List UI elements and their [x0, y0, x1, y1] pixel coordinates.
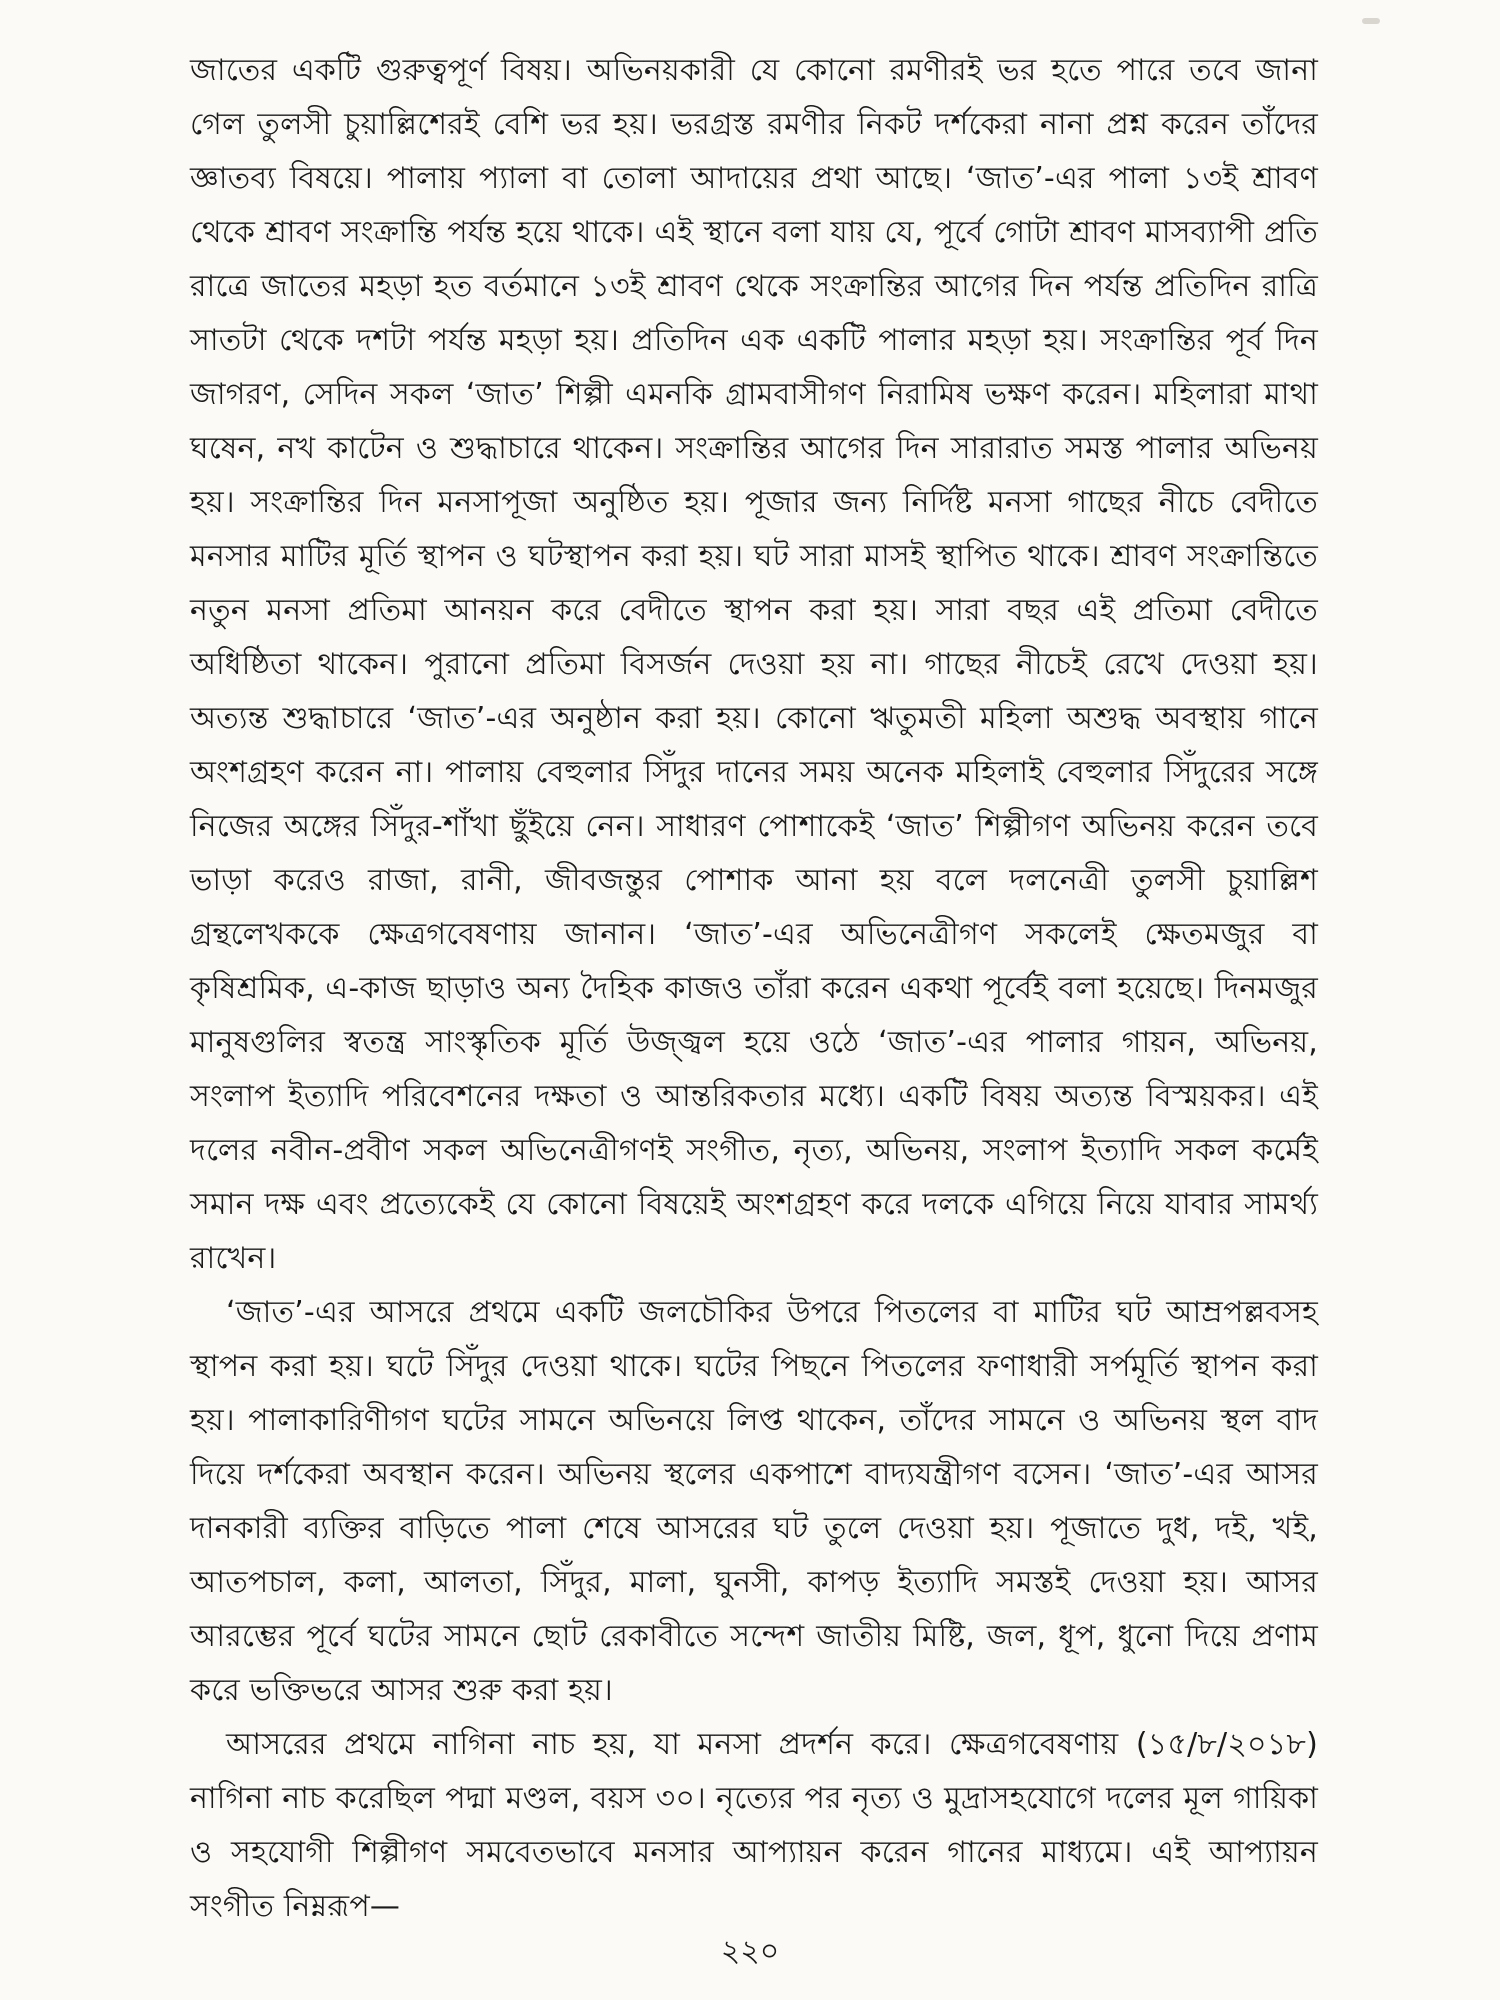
paragraph-3: আসরের প্রথমে নাগিনা নাচ হয়, যা মনসা প্রদর্শন করে। ক্ষেত্রগবেষণায় (১৫/৮/২০১৮) নাগিনা নাচ করেছিল পদ্মা মণ্ডল, বয়স ৩০। নৃত্যের পর নৃত্য ও মুদ্রাসহযোগে দলের মূল গায়িকা ও সহযোগী শিল্পীগণ সমবেতভাবে মনসার আপ্যায়ন করেন গানের মাধ্যমে। এই আপ্যায়ন সংগীত নিম্নরূপ— — [190, 1727, 1318, 1924]
page-number: ২২০ — [720, 1934, 780, 1969]
paragraph-1: জাতের একটি গুরুত্বপূর্ণ বিষয়। অভিনয়কারী যে কোনো রমণীরই ভর হতে পারে তবে জানা গেল তুলসী চুয়াল্লিশেরই বেশি ভর হয়। ভরগ্রস্ত রমণীর নিকট দর্শকেরা নানা প্রশ্ন করেন তাঁদের জ্ঞাতব্য বিষয়ে। পালায় প্যালা বা তোলা আদায়ের প্রথা আছে। ‘জাত’-এর পালা ১৩ই শ্রাবণ থেকে শ্রাবণ সংক্রান্তি পর্যন্ত হয়ে থাকে। এই স্থানে বলা যায় যে, পূর্বে গোটা শ্রাবণ মাসব্যাপী প্রতি রাত্রে জাতের মহড়া হত বর্তমানে ১৩ই শ্রাবণ থেকে সংক্রান্তির আগের দিন পর্যন্ত প্রতিদিন রাত্রি সাতটা থেকে দশটা পর্যন্ত মহড়া হয়। প্রতিদিন এক একটি পালার মহড়া হয়। সংক্রান্তির পূর্ব দিন জাগরণ, সেদিন সকল ‘জাত’ শিল্পী এমনকি গ্রামবাসীগণ নিরামিষ ভক্ষণ করেন। মহিলারা মাথা ঘষেন, নখ কাটেন ও শুদ্ধাচারে থাকেন। সংক্রান্তির আগের দিন সারারাত সমস্ত পালার অভিনয় হয়। সংক্রান্তির দিন মনসাপূজা অনুষ্ঠিত হয়। পূজার জন্য নির্দিষ্ট মনসা গাছের নীচে বেদীতে মনসার মাটির মূর্তি স্থাপন ও ঘটস্থাপন করা হয়। ঘট সারা মাসই স্থাপিত থাকে। শ্রাবণ সংক্রান্তিতে নতুন মনসা প্রতিমা আনয়ন করে বেদীতে স্থাপন করা হয়। সারা বছর এই প্রতিমা বেদীতে অধিষ্ঠিতা থাকেন। পুরানো প্রতিমা বিসর্জন দেওয়া হয় না। গাছের নীচেই রেখে দেওয়া হয়। অত্যন্ত শুদ্ধাচারে ‘জাত’-এর অনুষ্ঠান করা হয়। কোনো ঋতুমতী মহিলা অশুদ্ধ অবস্থায় গানে অংশগ্রহণ করেন না। পালায় বেহুলার সিঁদুর দানের সময় অনেক মহিলাই বেহুলার সিঁদুরের সঙ্গে নিজের অঙ্গের সিঁদুর-শাঁখা ছুঁইয়ে নেন। সাধারণ পোশাকেই ‘জাত’ শিল্পীগণ অভিনয় করেন তবে ভাড়া করেও রাজা, রানী, জীবজন্তুর পোশাক আনা হয় বলে দলনেত্রী তুলসী চুয়াল্লিশ গ্রন্থলেখককে ক্ষেত্রগবেষণায় জানান। ‘জাত’-এর অভিনেত্রীগণ সকলেই ক্ষেতমজুর বা কৃষিশ্রমিক, এ-কাজ ছাড়াও অন্য দৈহিক কাজও তাঁরা করেন একথা পূর্বেই বলা হয়েছে। দিনমজুর মানুষগুলির স্বতন্ত্র সাংস্কৃতিক মূর্তি উজ্জ্বল হয়ে ওঠে ‘জাত’-এর পালার গায়ন, অভিনয়, সংলাপ ইত্যাদি পরিবেশনের দক্ষতা ও আন্তরিকতার মধ্যে। একটি বিষয় অত্যন্ত বিস্ময়কর। এই দলের নবীন-প্রবীণ সকল অভিনেত্রীগণই সংগীত, নৃত্য, অভিনয়, সংলাপ ইত্যাদি সকল কর্মেই সমান দক্ষ এবং প্রত্যেকেই যে কোনো বিষয়েই অংশগ্রহণ করে দলকে এগিয়ে নিয়ে যাবার সামর্থ্য রাখেন। — [190, 53, 1318, 1276]
paragraph-2: ‘জাত’-এর আসরে প্রথমে একটি জলচৌকির উপরে পিতলের বা মাটির ঘট আম্রপল্লবসহ স্থাপন করা হয়। ঘটে সিঁদুর দেওয়া থাকে। ঘটের পিছনে পিতলের ফণাধারী সর্পমূর্তি স্থাপন করা হয়। পালাকারিণীগণ ঘটের সামনে অভিনয়ে লিপ্ত থাকেন, তাঁদের সামনে ও অভিনয় স্থল বাদ দিয়ে দর্শকেরা অবস্থান করেন। অভিনয় স্থলের একপাশে বাদ্যযন্ত্রীগণ বসেন। ‘জাত’-এর আসর দানকারী ব্যক্তির বাড়িতে পালা শেষে আসরের ঘট তুলে দেওয়া হয়। পূজাতে দুধ, দই, খই, আতপচাল, কলা, আলতা, সিঁদুর, মালা, ঘুনসী, কাপড় ইত্যাদি সমস্তই দেওয়া হয়। আসর আরম্ভের পূর্বে ঘটের সামনে ছোট রেকাবীতে সন্দেশ জাতীয় মিষ্টি, জল, ধূপ, ধুনো দিয়ে প্রণাম করে ভক্তিভরে আসর শুরু করা হয়। — [190, 1295, 1318, 1708]
page-body — [190, 44, 1318, 1934]
paper-speck — [1362, 18, 1380, 24]
